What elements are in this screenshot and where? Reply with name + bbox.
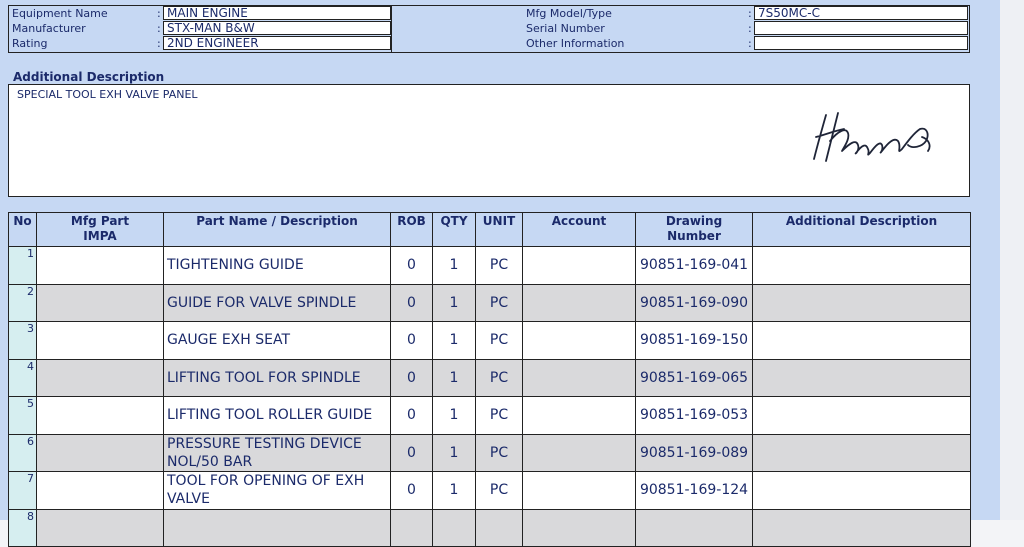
column-header-unit: UNIT bbox=[476, 213, 523, 247]
column-header-no: No bbox=[9, 213, 37, 247]
rob: 0 bbox=[391, 247, 433, 285]
row-number: 6 bbox=[9, 434, 37, 472]
equipment-name-value: MAIN ENGINE bbox=[163, 6, 391, 20]
account bbox=[523, 472, 636, 510]
manufacturer-value: STX-MAN B&W bbox=[163, 21, 391, 35]
divider bbox=[391, 6, 392, 52]
drawing-number: 90851-169-090 bbox=[636, 284, 753, 322]
unit bbox=[476, 509, 523, 547]
drawing-number: 90851-169-065 bbox=[636, 359, 753, 397]
table-row bbox=[9, 472, 971, 510]
account bbox=[523, 322, 636, 360]
qty: 1 bbox=[433, 397, 476, 435]
row-number: 1 bbox=[9, 247, 37, 285]
additional-description-title: Additional Description bbox=[13, 70, 165, 84]
account bbox=[523, 359, 636, 397]
mfg-part-impa bbox=[37, 509, 164, 547]
part-name: GAUGE EXH SEAT bbox=[164, 322, 391, 360]
unit: PC bbox=[476, 247, 523, 285]
handwritten-signature bbox=[804, 107, 944, 167]
other-info-label: Other Information bbox=[526, 37, 625, 50]
rob: 0 bbox=[391, 284, 433, 322]
additional-description-text: SPECIAL TOOL EXH VALVE PANEL bbox=[17, 88, 198, 101]
colon: : bbox=[157, 22, 161, 35]
equipment-name-label: Equipment Name bbox=[12, 7, 108, 20]
column-header-account: Account bbox=[523, 213, 636, 247]
account bbox=[523, 509, 636, 547]
part-name: LIFTING TOOL ROLLER GUIDE bbox=[164, 397, 391, 435]
row-number: 2 bbox=[9, 284, 37, 322]
colon: : bbox=[157, 37, 161, 50]
serial-number-label: Serial Number bbox=[526, 22, 605, 35]
rob bbox=[391, 509, 433, 547]
table-header-row bbox=[9, 213, 971, 247]
unit: PC bbox=[476, 472, 523, 510]
equipment-info-box bbox=[8, 5, 970, 53]
part-name: TOOL FOR OPENING OF EXH VALVE bbox=[164, 472, 391, 510]
column-header-rob: ROB bbox=[391, 213, 433, 247]
qty: 1 bbox=[433, 322, 476, 360]
rob: 0 bbox=[391, 434, 433, 472]
column-header-drawing-number: Drawing Number bbox=[636, 213, 753, 247]
qty: 1 bbox=[433, 359, 476, 397]
row-number: 8 bbox=[9, 509, 37, 547]
column-header-mfg-part-impa: Mfg Part IMPA bbox=[37, 213, 164, 247]
qty: 1 bbox=[433, 472, 476, 510]
table-row bbox=[9, 397, 971, 435]
drawing-number: 90851-169-150 bbox=[636, 322, 753, 360]
rob: 0 bbox=[391, 397, 433, 435]
part-name: GUIDE FOR VALVE SPINDLE bbox=[164, 284, 391, 322]
qty bbox=[433, 509, 476, 547]
unit: PC bbox=[476, 322, 523, 360]
part-name: TIGHTENING GUIDE bbox=[164, 247, 391, 285]
part-name: LIFTING TOOL FOR SPINDLE bbox=[164, 359, 391, 397]
row-number: 3 bbox=[9, 322, 37, 360]
qty: 1 bbox=[433, 434, 476, 472]
mfg-part-impa bbox=[37, 359, 164, 397]
colon: : bbox=[157, 7, 161, 20]
mfg-part-impa bbox=[37, 397, 164, 435]
row-additional-description bbox=[753, 359, 971, 397]
parts-table bbox=[8, 212, 971, 547]
drawing-number: 90851-169-041 bbox=[636, 247, 753, 285]
table-row bbox=[9, 434, 971, 472]
drawing-number bbox=[636, 509, 753, 547]
row-additional-description bbox=[753, 322, 971, 360]
qty: 1 bbox=[433, 247, 476, 285]
mfg-part-impa bbox=[37, 322, 164, 360]
unit: PC bbox=[476, 359, 523, 397]
account bbox=[523, 247, 636, 285]
table-row bbox=[9, 322, 971, 360]
part-name: PRESSURE TESTING DEVICE NOL/50 BAR bbox=[164, 434, 391, 472]
unit: PC bbox=[476, 434, 523, 472]
drawing-number: 90851-169-053 bbox=[636, 397, 753, 435]
rob: 0 bbox=[391, 359, 433, 397]
mfg-part-impa bbox=[37, 284, 164, 322]
rob: 0 bbox=[391, 472, 433, 510]
additional-description-box bbox=[8, 84, 970, 197]
column-header-additional-description: Additional Description bbox=[753, 213, 971, 247]
column-header-qty: QTY bbox=[433, 213, 476, 247]
page-margin bbox=[1000, 0, 1024, 520]
colon: : bbox=[748, 22, 752, 35]
rob: 0 bbox=[391, 322, 433, 360]
colon: : bbox=[748, 7, 752, 20]
row-additional-description bbox=[753, 247, 971, 285]
mfg-part-impa bbox=[37, 247, 164, 285]
mfg-model-value: 7S50MC-C bbox=[754, 6, 968, 20]
drawing-number: 90851-169-089 bbox=[636, 434, 753, 472]
row-additional-description bbox=[753, 472, 971, 510]
qty: 1 bbox=[433, 284, 476, 322]
rating-label: Rating bbox=[12, 37, 48, 50]
row-number: 7 bbox=[9, 472, 37, 510]
table-row bbox=[9, 284, 971, 322]
account bbox=[523, 397, 636, 435]
table-row bbox=[9, 509, 971, 547]
row-additional-description bbox=[753, 397, 971, 435]
row-number: 5 bbox=[9, 397, 37, 435]
row-additional-description bbox=[753, 284, 971, 322]
mfg-part-impa bbox=[37, 434, 164, 472]
colon: : bbox=[748, 37, 752, 50]
table-row bbox=[9, 359, 971, 397]
column-header-part-name: Part Name / Description bbox=[164, 213, 391, 247]
part-name bbox=[164, 509, 391, 547]
account bbox=[523, 284, 636, 322]
rating-value: 2ND ENGINEER bbox=[163, 36, 391, 50]
other-info-value bbox=[754, 36, 968, 50]
drawing-number: 90851-169-124 bbox=[636, 472, 753, 510]
unit: PC bbox=[476, 284, 523, 322]
row-number: 4 bbox=[9, 359, 37, 397]
account bbox=[523, 434, 636, 472]
unit: PC bbox=[476, 397, 523, 435]
row-additional-description bbox=[753, 434, 971, 472]
manufacturer-label: Manufacturer bbox=[12, 22, 86, 35]
mfg-model-label: Mfg Model/Type bbox=[526, 7, 612, 20]
table-row bbox=[9, 247, 971, 285]
row-additional-description bbox=[753, 509, 971, 547]
mfg-part-impa bbox=[37, 472, 164, 510]
serial-number-value bbox=[754, 21, 968, 35]
